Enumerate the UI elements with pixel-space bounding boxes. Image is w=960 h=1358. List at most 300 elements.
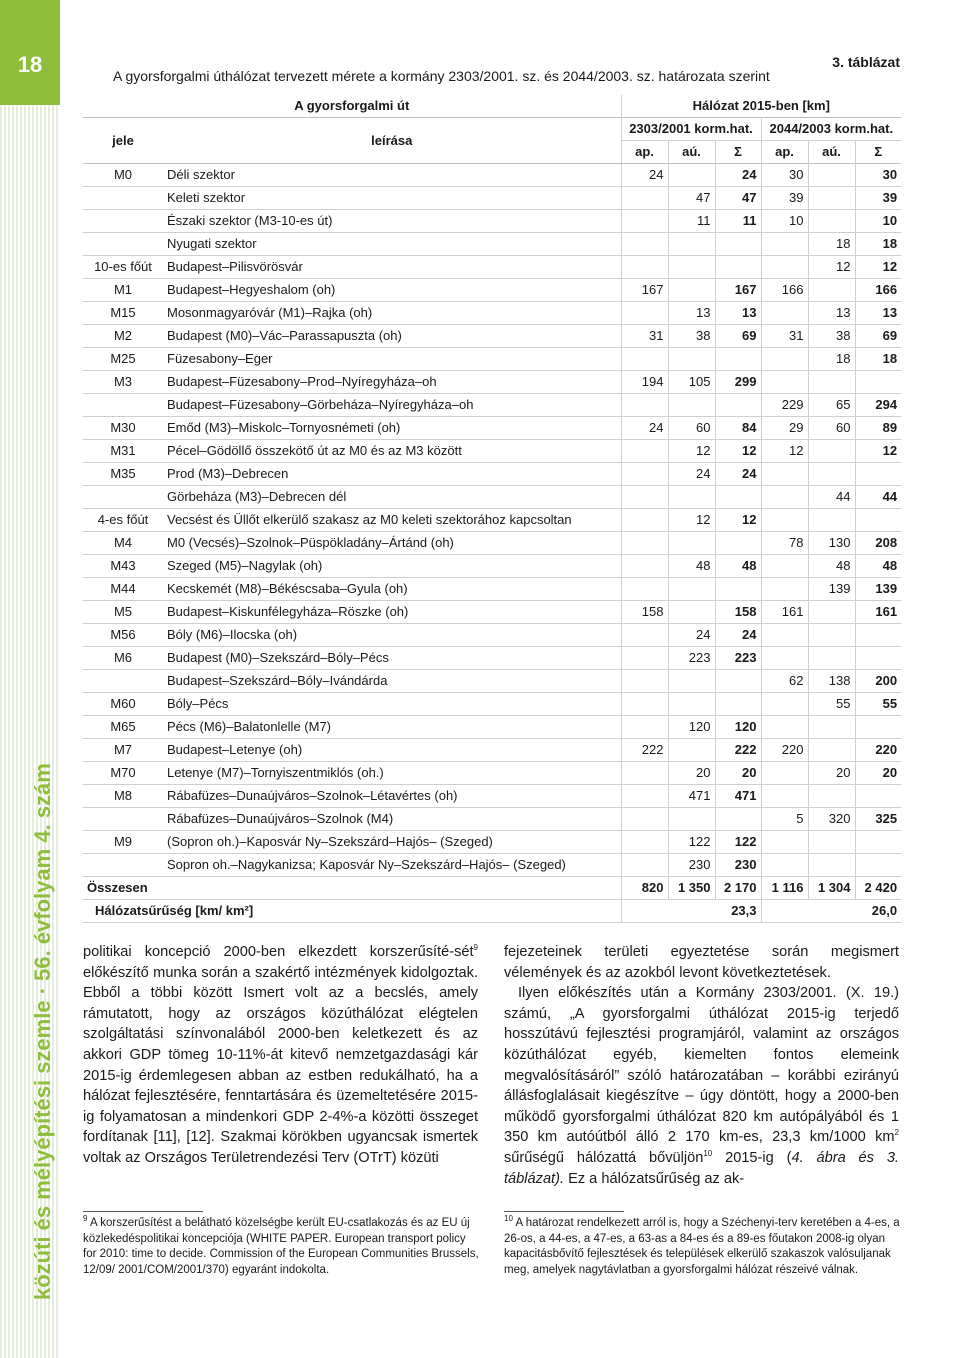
table-row bbox=[83, 716, 901, 739]
row-value: 55 bbox=[855, 693, 901, 716]
journal-sidebar bbox=[0, 0, 60, 1358]
row-value: 18 bbox=[808, 233, 855, 256]
row-value bbox=[621, 808, 668, 831]
total-cell: 2 420 bbox=[855, 877, 901, 900]
row-description: (Sopron oh.)–Kaposvár Ny–Szekszárd–Hajós– (Szeged) bbox=[167, 834, 493, 849]
row-value: 84 bbox=[715, 417, 761, 440]
row-jele: M7 bbox=[113, 742, 133, 757]
row-value: 55 bbox=[808, 693, 855, 716]
row-value: 62 bbox=[761, 670, 808, 693]
row-jele: M4 bbox=[113, 535, 133, 550]
row-value: 12 bbox=[715, 440, 761, 463]
row-value: 60 bbox=[668, 417, 715, 440]
row-value bbox=[761, 463, 808, 486]
row-value: 223 bbox=[668, 647, 715, 670]
row-value: 222 bbox=[621, 739, 668, 762]
table-row bbox=[83, 509, 901, 532]
row-jele: M31 bbox=[110, 443, 136, 458]
table-row bbox=[83, 279, 901, 302]
row-jele: M9 bbox=[113, 834, 133, 849]
row-value bbox=[621, 785, 668, 808]
row-value bbox=[808, 164, 855, 187]
row-value: 38 bbox=[668, 325, 715, 348]
row-value: 320 bbox=[808, 808, 855, 831]
table-row bbox=[83, 486, 901, 509]
row-value: 220 bbox=[855, 739, 901, 762]
row-description: Budapest–Letenye (oh) bbox=[167, 742, 303, 757]
row-description: Budapest (M0)–Szekszárd–Bóly–Pécs bbox=[167, 650, 389, 665]
table-row bbox=[83, 785, 901, 808]
row-value bbox=[761, 486, 808, 509]
text-run: Ez a hálózatsűrűség az ak- bbox=[564, 1170, 745, 1187]
footnote-ref: 10 bbox=[703, 1149, 713, 1159]
row-value bbox=[715, 233, 761, 256]
row-value bbox=[761, 578, 808, 601]
row-value bbox=[808, 371, 855, 394]
header-au: aú. bbox=[808, 141, 855, 164]
row-description: Emőd (M3)–Miskolc–Tornyosnémeti (oh) bbox=[167, 420, 401, 435]
table-row bbox=[83, 394, 901, 417]
row-value bbox=[808, 647, 855, 670]
row-value: 48 bbox=[808, 555, 855, 578]
row-value bbox=[808, 440, 855, 463]
row-value: 20 bbox=[715, 762, 761, 785]
row-description: Rábafüzes–Dunaújváros–Szolnok (M4) bbox=[167, 811, 394, 826]
paragraph bbox=[83, 942, 478, 1169]
row-value: 294 bbox=[855, 394, 901, 417]
row-jele bbox=[83, 486, 163, 509]
row-value bbox=[621, 210, 668, 233]
footnote-9 bbox=[83, 1216, 480, 1278]
row-value: 5 bbox=[761, 808, 808, 831]
footnote-ref: 9 bbox=[473, 943, 478, 953]
row-description: Kecskemét (M8)–Békéscsaba–Gyula (oh) bbox=[167, 581, 408, 596]
row-value bbox=[668, 670, 715, 693]
row-jele: 4-es főút bbox=[97, 512, 149, 527]
row-value: 166 bbox=[855, 279, 901, 302]
row-value bbox=[855, 831, 901, 854]
row-value: 161 bbox=[761, 601, 808, 624]
row-value: 167 bbox=[621, 279, 668, 302]
row-value bbox=[715, 486, 761, 509]
density-2303: 23,3 bbox=[621, 900, 761, 923]
row-jele bbox=[83, 394, 163, 417]
row-value: 11 bbox=[715, 210, 761, 233]
header-2303: 2303/2001 korm.hat. bbox=[621, 118, 761, 141]
header-ap: ap. bbox=[761, 141, 808, 164]
table-title: A gyorsforgalmi úthálózat tervezett mérete a kormány 2303/2001. sz. és 2044/2003. sz. határozata szerint bbox=[113, 68, 770, 84]
row-value bbox=[808, 739, 855, 762]
row-value: 18 bbox=[855, 348, 901, 371]
total-cell: 1 350 bbox=[668, 877, 715, 900]
row-value: 325 bbox=[855, 808, 901, 831]
row-value bbox=[621, 831, 668, 854]
header-leirasa: leírása bbox=[163, 118, 621, 164]
row-description: Budapest–Kiskunfélegyháza–Röszke (oh) bbox=[167, 604, 409, 619]
row-value bbox=[621, 463, 668, 486]
row-description: Szeged (M5)–Nagylak (oh) bbox=[167, 558, 323, 573]
row-value bbox=[761, 371, 808, 394]
row-jele bbox=[83, 808, 163, 831]
right-column-text bbox=[504, 942, 899, 1189]
row-value: 223 bbox=[715, 647, 761, 670]
row-jele: M6 bbox=[113, 650, 133, 665]
row-jele bbox=[83, 854, 163, 877]
row-description: Prod (M3)–Debrecen bbox=[167, 466, 289, 481]
row-value bbox=[715, 256, 761, 279]
table-row bbox=[83, 325, 901, 348]
row-value bbox=[761, 647, 808, 670]
row-jele bbox=[83, 233, 163, 256]
row-value: 130 bbox=[808, 532, 855, 555]
table-row bbox=[83, 670, 901, 693]
row-value bbox=[808, 187, 855, 210]
table-row bbox=[83, 854, 901, 877]
row-jele: M1 bbox=[113, 282, 133, 297]
row-description: Mosonmagyaróvár (M1)–Rajka (oh) bbox=[167, 305, 373, 320]
header-sum: Σ bbox=[715, 141, 761, 164]
header-au: aú. bbox=[668, 141, 715, 164]
row-description: Északi szektor (M3-10-es út) bbox=[167, 213, 333, 228]
footnote-10 bbox=[504, 1216, 901, 1278]
table-row bbox=[83, 463, 901, 486]
row-value: 222 bbox=[715, 739, 761, 762]
row-jele bbox=[83, 187, 163, 210]
row-jele: M56 bbox=[110, 627, 136, 642]
footnote-text: A határozat rendelkezett arról is, hogy a Széchenyi-terv keretében a 4-es, a 26-os, a 44-es, a 47-es, a 63-as a 84-es és a 89-es főutakon 2008-ig olyan kapacitásbővítő fejlesztések és települések elkerülő szakaszok valósuljanak meg, amelyek nagytávlatban a gyorsforgalmi hálózat részeivé válnak. bbox=[504, 1217, 900, 1276]
row-value: 13 bbox=[715, 302, 761, 325]
row-value bbox=[668, 394, 715, 417]
row-value bbox=[855, 785, 901, 808]
row-description: Nyugati szektor bbox=[167, 236, 257, 251]
row-jele: M2 bbox=[113, 328, 133, 343]
row-value: 12 bbox=[715, 509, 761, 532]
table-row bbox=[83, 371, 901, 394]
total-cell: 1 116 bbox=[761, 877, 808, 900]
row-value: 48 bbox=[715, 555, 761, 578]
row-description: Füzesabony–Eger bbox=[167, 351, 273, 366]
row-description: Déli szektor bbox=[167, 167, 235, 182]
row-description: Vecsést és Üllőt elkerülő szakasz az M0 keleti szektorához kapcsoltan bbox=[167, 512, 572, 527]
row-description: Bóly (M6)–Ilocska (oh) bbox=[167, 627, 298, 642]
row-value bbox=[668, 601, 715, 624]
row-jele bbox=[83, 210, 163, 233]
table-row bbox=[83, 164, 901, 187]
row-value: 24 bbox=[621, 164, 668, 187]
row-jele: 10-es főút bbox=[94, 259, 152, 274]
row-value bbox=[621, 578, 668, 601]
row-description: Budapest (M0)–Vác–Parassapuszta (oh) bbox=[167, 328, 402, 343]
row-value bbox=[761, 716, 808, 739]
text-run: 2015-ig ( bbox=[712, 1149, 792, 1166]
row-jele: M8 bbox=[113, 788, 133, 803]
row-value bbox=[621, 233, 668, 256]
row-description: Budapest–Hegyeshalom (oh) bbox=[167, 282, 336, 297]
row-value: 31 bbox=[621, 325, 668, 348]
row-value bbox=[621, 555, 668, 578]
table-row bbox=[83, 256, 901, 279]
total-cell: 2 170 bbox=[715, 877, 761, 900]
table-row bbox=[83, 693, 901, 716]
row-value: 120 bbox=[715, 716, 761, 739]
row-description: Budapest–Szekszárd–Bóly–Ivándárda bbox=[167, 673, 388, 688]
row-value: 39 bbox=[855, 187, 901, 210]
row-value: 30 bbox=[855, 164, 901, 187]
row-jele: M60 bbox=[110, 696, 136, 711]
row-value bbox=[621, 624, 668, 647]
row-value bbox=[808, 785, 855, 808]
row-value: 44 bbox=[855, 486, 901, 509]
footnote-rule bbox=[504, 1211, 624, 1212]
row-value: 299 bbox=[715, 371, 761, 394]
row-value bbox=[761, 509, 808, 532]
row-value bbox=[621, 532, 668, 555]
row-value bbox=[668, 532, 715, 555]
row-value: 139 bbox=[808, 578, 855, 601]
row-value: 24 bbox=[715, 463, 761, 486]
row-value: 29 bbox=[761, 417, 808, 440]
density-label: Hálózatsűrűség [km/ km²] bbox=[95, 903, 254, 918]
row-value: 229 bbox=[761, 394, 808, 417]
row-value bbox=[715, 578, 761, 601]
row-value bbox=[668, 348, 715, 371]
row-value bbox=[808, 509, 855, 532]
row-value bbox=[761, 555, 808, 578]
row-value: 13 bbox=[855, 302, 901, 325]
row-value: 47 bbox=[668, 187, 715, 210]
row-description: Rábafüzes–Dunaújváros–Szolnok–Létavértes (oh) bbox=[167, 788, 458, 803]
row-value: 10 bbox=[761, 210, 808, 233]
table-row bbox=[83, 555, 901, 578]
table-row bbox=[83, 532, 901, 555]
row-value bbox=[808, 854, 855, 877]
row-value bbox=[761, 256, 808, 279]
row-value bbox=[808, 279, 855, 302]
row-value bbox=[668, 279, 715, 302]
header-2044: 2044/2003 korm.hat. bbox=[761, 118, 901, 141]
total-cell: 1 304 bbox=[808, 877, 855, 900]
row-value bbox=[668, 693, 715, 716]
row-value bbox=[621, 486, 668, 509]
row-value: 122 bbox=[668, 831, 715, 854]
table-row bbox=[83, 302, 901, 325]
footnote-text: A korszerűsítést a belátható közelségbe került EU-csatlakozás és az EU új közlekedéspolitikai koncepciója (WHITE PAPER. European transport policy for 2010: time to decide. Commission of the European Communities Brussels, 12/09/ 2001/COM/2001/370) egyaránt indokolta. bbox=[83, 1217, 479, 1276]
row-value bbox=[761, 785, 808, 808]
row-value bbox=[621, 716, 668, 739]
row-description: Budapest–Füzesabony–Görbeháza–Nyíregyháza–oh bbox=[167, 397, 474, 412]
row-description: Budapest–Füzesabony–Prod–Nyíregyháza–oh bbox=[167, 374, 437, 389]
footnote-number: 9 bbox=[83, 1214, 88, 1224]
row-value: 200 bbox=[855, 670, 901, 693]
row-value bbox=[715, 670, 761, 693]
row-jele: M15 bbox=[110, 305, 136, 320]
row-description: Sopron oh.–Nagykanizsa; Kaposvár Ny–Szekszárd–Hajós– (Szeged) bbox=[167, 857, 566, 872]
table-label: 3. táblázat bbox=[832, 54, 900, 70]
row-description: M0 (Vecsés)–Szolnok–Püspökladány–Ártánd (oh) bbox=[167, 535, 454, 550]
header-sum: Σ bbox=[855, 141, 901, 164]
row-value bbox=[621, 670, 668, 693]
row-value bbox=[808, 624, 855, 647]
row-value: 44 bbox=[808, 486, 855, 509]
row-value: 12 bbox=[761, 440, 808, 463]
row-jele: M5 bbox=[113, 604, 133, 619]
row-value: 220 bbox=[761, 739, 808, 762]
row-value: 471 bbox=[668, 785, 715, 808]
row-value bbox=[855, 463, 901, 486]
figure-reference: 4. ábra és 3. táblázat). bbox=[504, 1149, 899, 1187]
header-network-group: Hálózat 2015-ben [km] bbox=[621, 95, 901, 118]
row-value bbox=[761, 831, 808, 854]
row-value: 139 bbox=[855, 578, 901, 601]
row-value: 18 bbox=[808, 348, 855, 371]
row-value: 48 bbox=[668, 555, 715, 578]
row-value bbox=[621, 762, 668, 785]
row-value bbox=[621, 187, 668, 210]
paragraph bbox=[504, 983, 899, 1189]
row-value bbox=[855, 716, 901, 739]
table-row bbox=[83, 233, 901, 256]
row-value bbox=[621, 647, 668, 670]
footnote-number: 10 bbox=[504, 1214, 513, 1224]
row-value bbox=[808, 831, 855, 854]
table-row bbox=[83, 187, 901, 210]
row-value: 230 bbox=[668, 854, 715, 877]
row-value: 11 bbox=[668, 210, 715, 233]
row-value bbox=[621, 348, 668, 371]
network-table bbox=[83, 95, 901, 923]
row-value bbox=[668, 256, 715, 279]
row-value bbox=[621, 509, 668, 532]
row-value: 167 bbox=[715, 279, 761, 302]
row-value bbox=[668, 486, 715, 509]
journal-title: közúti és mélyépítési szemle · 56. évfolyam 4. szám bbox=[30, 763, 55, 1300]
table-row bbox=[83, 624, 901, 647]
row-value: 471 bbox=[715, 785, 761, 808]
row-value bbox=[668, 578, 715, 601]
row-value: 69 bbox=[715, 325, 761, 348]
row-jele bbox=[83, 670, 163, 693]
row-value: 89 bbox=[855, 417, 901, 440]
table-row bbox=[83, 808, 901, 831]
header-road-group: A gyorsforgalmi út bbox=[294, 98, 410, 113]
row-value bbox=[761, 762, 808, 785]
row-value bbox=[855, 624, 901, 647]
row-value bbox=[621, 854, 668, 877]
row-value bbox=[715, 348, 761, 371]
row-description: Bóly–Pécs bbox=[167, 696, 229, 711]
row-value: 158 bbox=[621, 601, 668, 624]
table-row bbox=[83, 210, 901, 233]
row-value: 20 bbox=[808, 762, 855, 785]
row-value: 12 bbox=[808, 256, 855, 279]
row-value: 12 bbox=[855, 440, 901, 463]
row-value: 13 bbox=[668, 302, 715, 325]
row-value bbox=[621, 440, 668, 463]
row-value: 20 bbox=[855, 762, 901, 785]
row-value bbox=[621, 693, 668, 716]
row-value bbox=[808, 210, 855, 233]
row-value bbox=[668, 233, 715, 256]
row-value: 24 bbox=[715, 164, 761, 187]
row-jele: M30 bbox=[110, 420, 136, 435]
paragraph: fejezeteinek területi egyeztetése során megismert vélemények és az azokból levont következtetések. bbox=[504, 944, 899, 981]
table-row bbox=[83, 578, 901, 601]
row-description: Pécel–Gödöllő összekötő út az M0 és az M3 között bbox=[167, 443, 462, 458]
text-run: Ilyen előkészítés után a Kormány 2303/2001. (X. 19.) számú, „A gyorsforgalmi úthálózat 2015-ig terjedő hosszútávú fejlesztési programjáról, valamint az országos közúthálózat egyéb, kiemelten fontos elemeink megvalósításáról” szóló határozatában – korábbi ezirányú állásfoglalásait kiegészítve – úgy döntött, hogy a 2000-ben működő gyorsforgalmi úthálózat 820 km autópályából és 1 350 km autóútból álló 2 170 km-es, 23,3 km/1000 km bbox=[504, 985, 899, 1146]
row-value bbox=[621, 394, 668, 417]
row-value: 24 bbox=[621, 417, 668, 440]
row-value bbox=[808, 463, 855, 486]
table-row bbox=[83, 440, 901, 463]
row-jele: M44 bbox=[110, 581, 136, 596]
row-jele: M65 bbox=[110, 719, 136, 734]
row-value: 166 bbox=[761, 279, 808, 302]
row-value: 60 bbox=[808, 417, 855, 440]
row-value: 13 bbox=[808, 302, 855, 325]
header-ap: ap. bbox=[621, 141, 668, 164]
row-value: 20 bbox=[668, 762, 715, 785]
row-value bbox=[855, 647, 901, 670]
row-value bbox=[855, 854, 901, 877]
table-row bbox=[83, 762, 901, 785]
row-value: 65 bbox=[808, 394, 855, 417]
row-value bbox=[761, 693, 808, 716]
row-value: 30 bbox=[761, 164, 808, 187]
row-value bbox=[855, 371, 901, 394]
row-value bbox=[761, 854, 808, 877]
row-value bbox=[715, 394, 761, 417]
text-run: előkészítő munka során a szakértő intézmények kidolgoztak. Ebből a többi között Ismert volt az a becslés, amely rámutatott, hogy az országos közúthálózat elégtelen szolgáltatási színvonalából 2000-ben keletkezett és az akkori GDP tömeg 10-11%-át kitevő nemzetgazdasági kár 2015-ig érdemlegesen abban az estben redukálható, ha a hálózat fejlesztésére, fenntartására és üzemeltetésére 2015-ig folyamatosan a mindenkori GDP 2-4%-a közötti összeget fordítanak [11], [12]. Szakmai körökben ugyancsak ismertek voltak az Országos Területrendezési Terv (OTrT) közüti bbox=[83, 964, 478, 1166]
row-description: Pécs (M6)–Balatonlelle (M7) bbox=[167, 719, 332, 734]
row-value: 10 bbox=[855, 210, 901, 233]
page-number: 18 bbox=[17, 52, 43, 77]
table-row bbox=[83, 831, 901, 854]
table-row bbox=[83, 601, 901, 624]
row-value bbox=[621, 256, 668, 279]
row-value bbox=[668, 164, 715, 187]
total-label: Összesen bbox=[87, 880, 148, 895]
row-jele: M43 bbox=[110, 558, 136, 573]
row-value bbox=[668, 808, 715, 831]
row-value bbox=[808, 601, 855, 624]
total-cell: 820 bbox=[621, 877, 668, 900]
row-value bbox=[761, 348, 808, 371]
row-value: 18 bbox=[855, 233, 901, 256]
row-value: 161 bbox=[855, 601, 901, 624]
row-value bbox=[668, 739, 715, 762]
row-value: 78 bbox=[761, 532, 808, 555]
row-value: 69 bbox=[855, 325, 901, 348]
row-jele: M70 bbox=[110, 765, 136, 780]
row-value: 138 bbox=[808, 670, 855, 693]
row-value: 47 bbox=[715, 187, 761, 210]
row-value bbox=[761, 624, 808, 647]
row-value: 230 bbox=[715, 854, 761, 877]
row-value: 105 bbox=[668, 371, 715, 394]
row-value: 12 bbox=[668, 509, 715, 532]
row-value bbox=[621, 302, 668, 325]
text-run: politikai koncepció 2000-ben elkezdett korszerűsíté-sét bbox=[83, 944, 474, 960]
row-value bbox=[715, 808, 761, 831]
row-value bbox=[715, 532, 761, 555]
row-value: 194 bbox=[621, 371, 668, 394]
superscript: 2 bbox=[894, 1128, 899, 1138]
row-value: 39 bbox=[761, 187, 808, 210]
row-jele: M35 bbox=[110, 466, 136, 481]
table-row bbox=[83, 348, 901, 371]
row-value: 38 bbox=[808, 325, 855, 348]
row-value bbox=[808, 716, 855, 739]
